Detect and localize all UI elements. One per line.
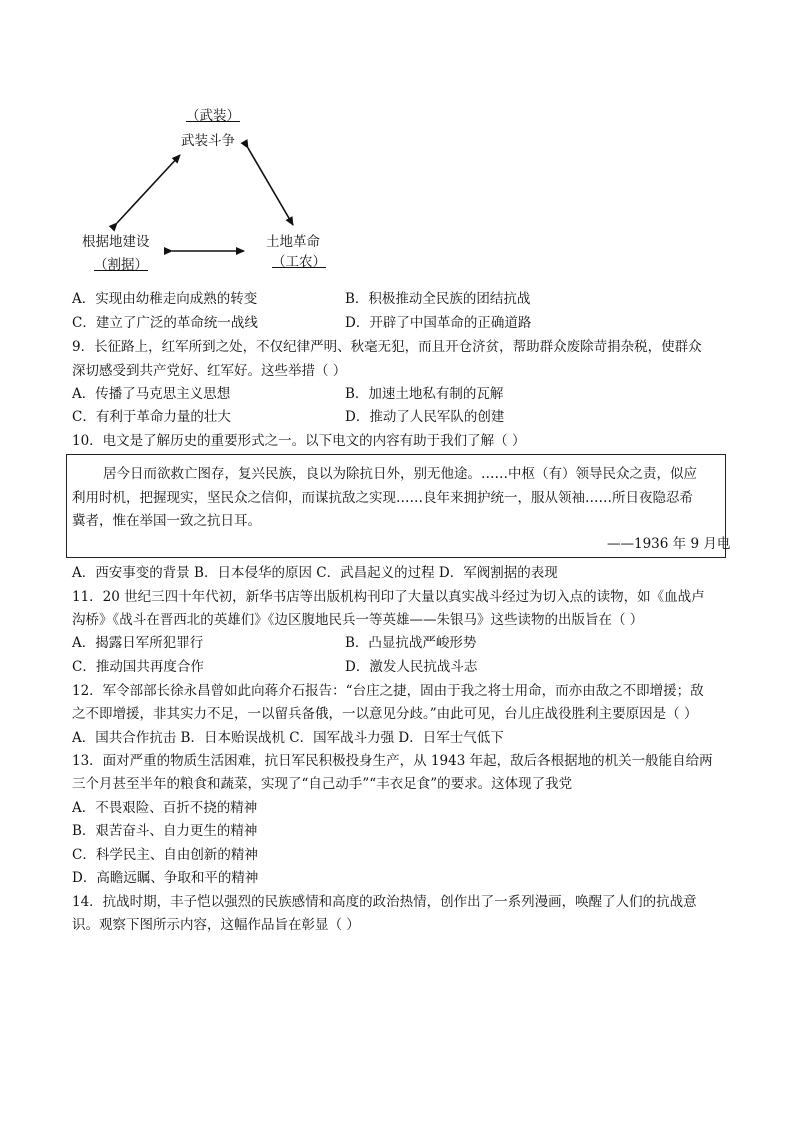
q11-stem-line2: 沟桥》《战斗在晋西北的英雄们》《边区腹地民兵一等英雄——朱银马》这些读物的出版旨在（ ） — [72, 612, 644, 628]
q12-options: A．国共合作抗击 B．日本贻误战机 C．国军战斗力强 D．日军士气低下 — [72, 730, 504, 746]
arrow-left-top — [117, 155, 180, 223]
diagram-right-paren: （工农） — [272, 254, 326, 270]
arrow-right-top — [248, 148, 293, 225]
q8-option-d: D．开辟了中国革命的正确道路 — [345, 315, 532, 331]
q9-stem-line1: 9．长征路上，红军所到之处，不仅纪律严明、秋毫无犯，而且开仓济贫，帮助群众废除苛捐杂税，使群众 — [72, 339, 702, 355]
q10-quote-line1: 居今日而欲救亡图存，复兴民族，良以为除抗日外，别无他途。……中枢（有）领导民众之责，似应 — [103, 466, 697, 482]
q11-option-b: B．凸显抗战严峻形势 — [345, 635, 477, 651]
diagram-top-paren: （武装） — [186, 108, 240, 124]
q9-option-c: C．有利于革命力量的壮大 — [72, 409, 231, 425]
q8-option-c: C．建立了广泛的革命统一战线 — [72, 315, 258, 331]
q8-option-a: A．实现由幼稚走向成熟的转变 — [72, 291, 258, 307]
diagram-arrows — [0, 0, 794, 300]
q9-stem-line2: 深切感受到共产党好、红军好。这些举措（ ） — [72, 363, 347, 379]
q10-quote-line2: 利用时机，把握现实，坚民众之信仰，而谋抗敌之实现……良年来拥护统一，服从领袖……所日夜隐忍希 — [72, 490, 693, 506]
q11-option-d: D．激发人民抗战斗志 — [345, 659, 478, 675]
q13-stem-line1: 13．面对严重的物质生活困难，抗日军民积极投身生产，从 1943 年起，敌后各根据地的机关一般能自给两 — [72, 753, 713, 769]
q13-option-b: B．艰苦奋斗、自力更生的精神 — [72, 823, 258, 839]
diagram-right-label: 土地革命 — [266, 234, 320, 250]
diagram-left-label: 根据地建设 — [82, 234, 150, 250]
q8-option-b: B．积极推动全民族的团结抗战 — [345, 291, 531, 307]
q14-stem-line2: 识。观察下图所示内容，这幅作品旨在彰显（ ） — [72, 917, 360, 933]
diagram-top-label: 武装斗争 — [181, 133, 235, 149]
q11-option-c: C．推动国共再度合作 — [72, 659, 204, 675]
q11-option-a: A．揭露日军所犯罪行 — [72, 635, 204, 651]
q13-option-d: D．高瞻远瞩、争取和平的精神 — [72, 870, 259, 886]
q9-option-b: B．加速土地私有制的瓦解 — [345, 386, 504, 402]
q13-option-a: A．不畏艰险、百折不挠的精神 — [72, 800, 258, 816]
q11-stem-line1: 11．20 世纪三四十年代初，新华书店等出版机构刊印了大量以真实战斗经过为切入点的读物，如《血战卢 — [72, 589, 705, 605]
q9-option-d: D．推动了人民军队的创建 — [345, 409, 505, 425]
q13-stem-line2: 三个月甚至半年的粮食和蔬菜，实现了“自己动手”“丰衣足食”的要求。这体现了我党 — [72, 776, 573, 792]
q13-option-c: C．科学民主、自由创新的精神 — [72, 847, 258, 863]
q14-stem-line1: 14．抗战时期，丰子恺以强烈的民族感情和高度的政治热情，创作出了一系列漫画，唤醒了人们的抗战意 — [72, 894, 697, 910]
diagram-left-paren: （割据） — [94, 257, 148, 273]
q10-quote-source: ——1936 年 9 月电 — [607, 536, 731, 552]
q10-options: A．西安事变的背景 B．日本侵华的原因 C．武昌起义的过程 D．军阀割据的表现 — [72, 565, 558, 581]
q10-quote-line3: 冀者，惟在举国一致之抗日耳。 — [72, 513, 261, 529]
q10-stem: 10．电文是了解历史的重要形式之一。以下电文的内容有助于我们了解（ ） — [72, 433, 526, 449]
q12-stem-line1: 12．军令部部长徐永昌曾如此向蒋介石报告：“台庄之捷，固由于我之将士用命，而亦由敌之不即增援；敌 — [72, 683, 704, 699]
q12-stem-line2: 之不即增援，非其实力不足，一以留兵备俄，一以意见分歧。”由此可见，台儿庄战役胜利主要原因是（ ） — [72, 706, 698, 722]
q9-option-a: A．传播了马克思主义思想 — [72, 386, 231, 402]
